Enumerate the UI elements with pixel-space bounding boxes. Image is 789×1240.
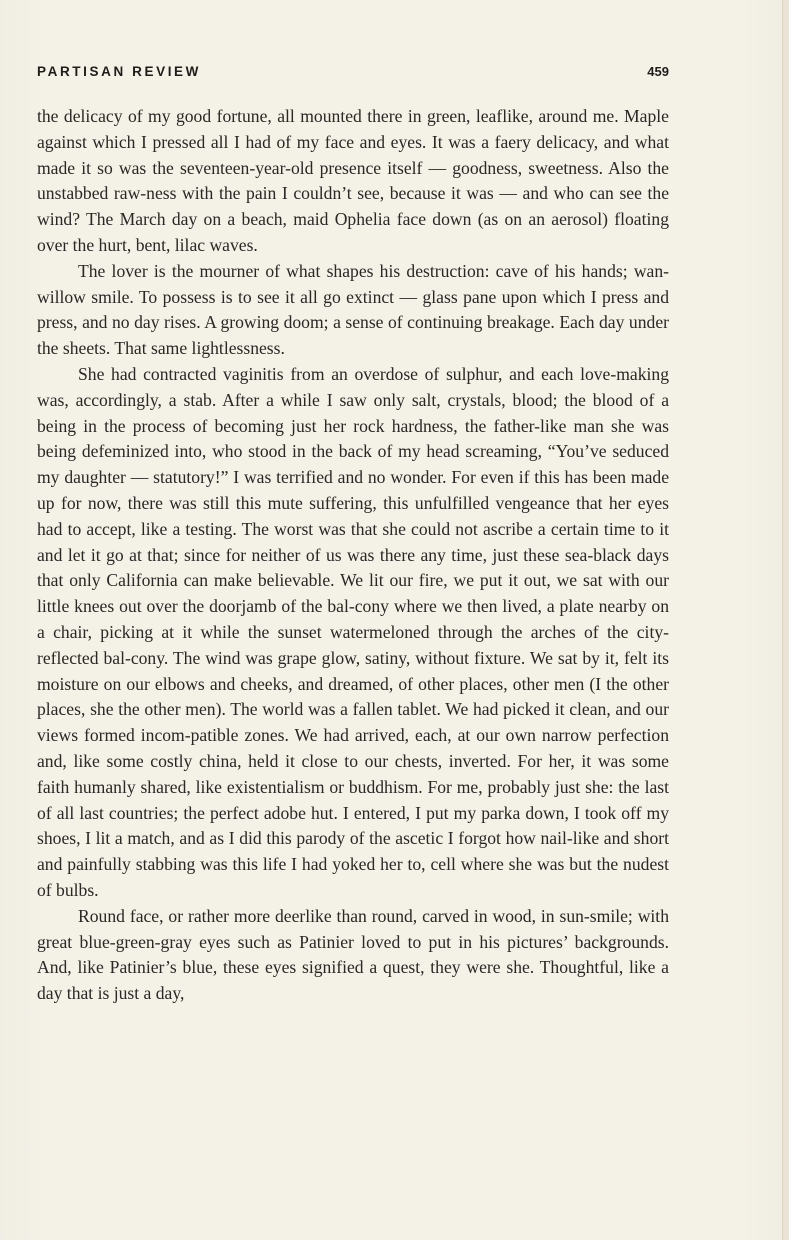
paragraph-continued: the delicacy of my good fortune, all mounted there in green, leaflike, around me. Maple against which I pressed all I had of my face and eyes. It was a faery delicacy, and what made it so was the seventeen-year-old presence itself — goodness, sweetness. Also the unstabbed raw-ness with the pain I couldn’t see, because it was — and who can see the wind? The March day on a beach, maid Ophelia face down (as on an aerosol) floating over the hurt, bent, lilac waves. (37, 106, 669, 255)
paragraph-lover: The lover is the mourner of what shapes his destruction: cave of his hands; wan-willow smile. To possess is to see it all go extinct — glass pane upon which I press and press, and no day rises. A growing doom; a sense of continuing breakage. Each day under the sheets. That same lightlessness. (37, 260, 669, 359)
paragraph-vaginitis: She had contracted vaginitis from an overdose of sulphur, and each love-making was, accordingly, a stab. After a while I saw only salt, crystals, blood; the blood of a being in the process of becoming just her rock hardness, the father-like man she was being defeminized into, who stood in the back of my head screaming, “You’ve seduced my daughter — statutory!” I was terrified and no wonder. For even if this has been made up for now, there was still this mute suffering, this unfulfilled vengeance that her eyes had to accept, like a testing. The worst was that she could not ascribe a certain time to it and let it go at that; since for neither of us was there any time, just these sea-black days that only California can make believable. We lit our fire, we put it out, we sat with our little knees out over the doorjamb of the bal-cony where we then lived, a plate nearby on a chair, picking at it while the sunset watermeloned through the arches of the city-reflected bal-cony. The wind was grape glow, satiny, without fixture. We sat by it, felt its moisture on our elbows and cheeks, and dreamed, of other places, other men (I the other places, she the other men). The world was a fallen tablet. We had picked it clean, and our views formed incom-patible zones. We had arrived, each, at our own narrow perfection and, like some costly china, held it close to our chests, inverted. For her, it was some faith humanly shared, like existentialism or buddhism. For me, probably just she: the last of all last countries; the perfect adobe hut. I entered, I put my parka down, I took off my shoes, I lit a match, and as I did this parody of the ascetic I forgot how nail-like and short and painfully stabbing was this life I had yoked her to, cell where she was but the nudest of bulbs. (37, 363, 669, 900)
paragraph-round-face: Round face, or rather more deerlike than round, carved in wood, in sun-smile; with great blue-green-gray eyes such as Patinier loved to put in his pictures’ backgrounds. And, like Patinier’s blue, these eyes signified a quest, they were she. Thoughtful, like a day that is just a day, (37, 905, 669, 1004)
body-text (37, 104, 669, 1007)
page-number: 459 (647, 64, 669, 79)
page-edge (782, 0, 789, 1240)
running-header (37, 64, 669, 84)
journal-title: PARTISAN REVIEW (37, 64, 202, 79)
